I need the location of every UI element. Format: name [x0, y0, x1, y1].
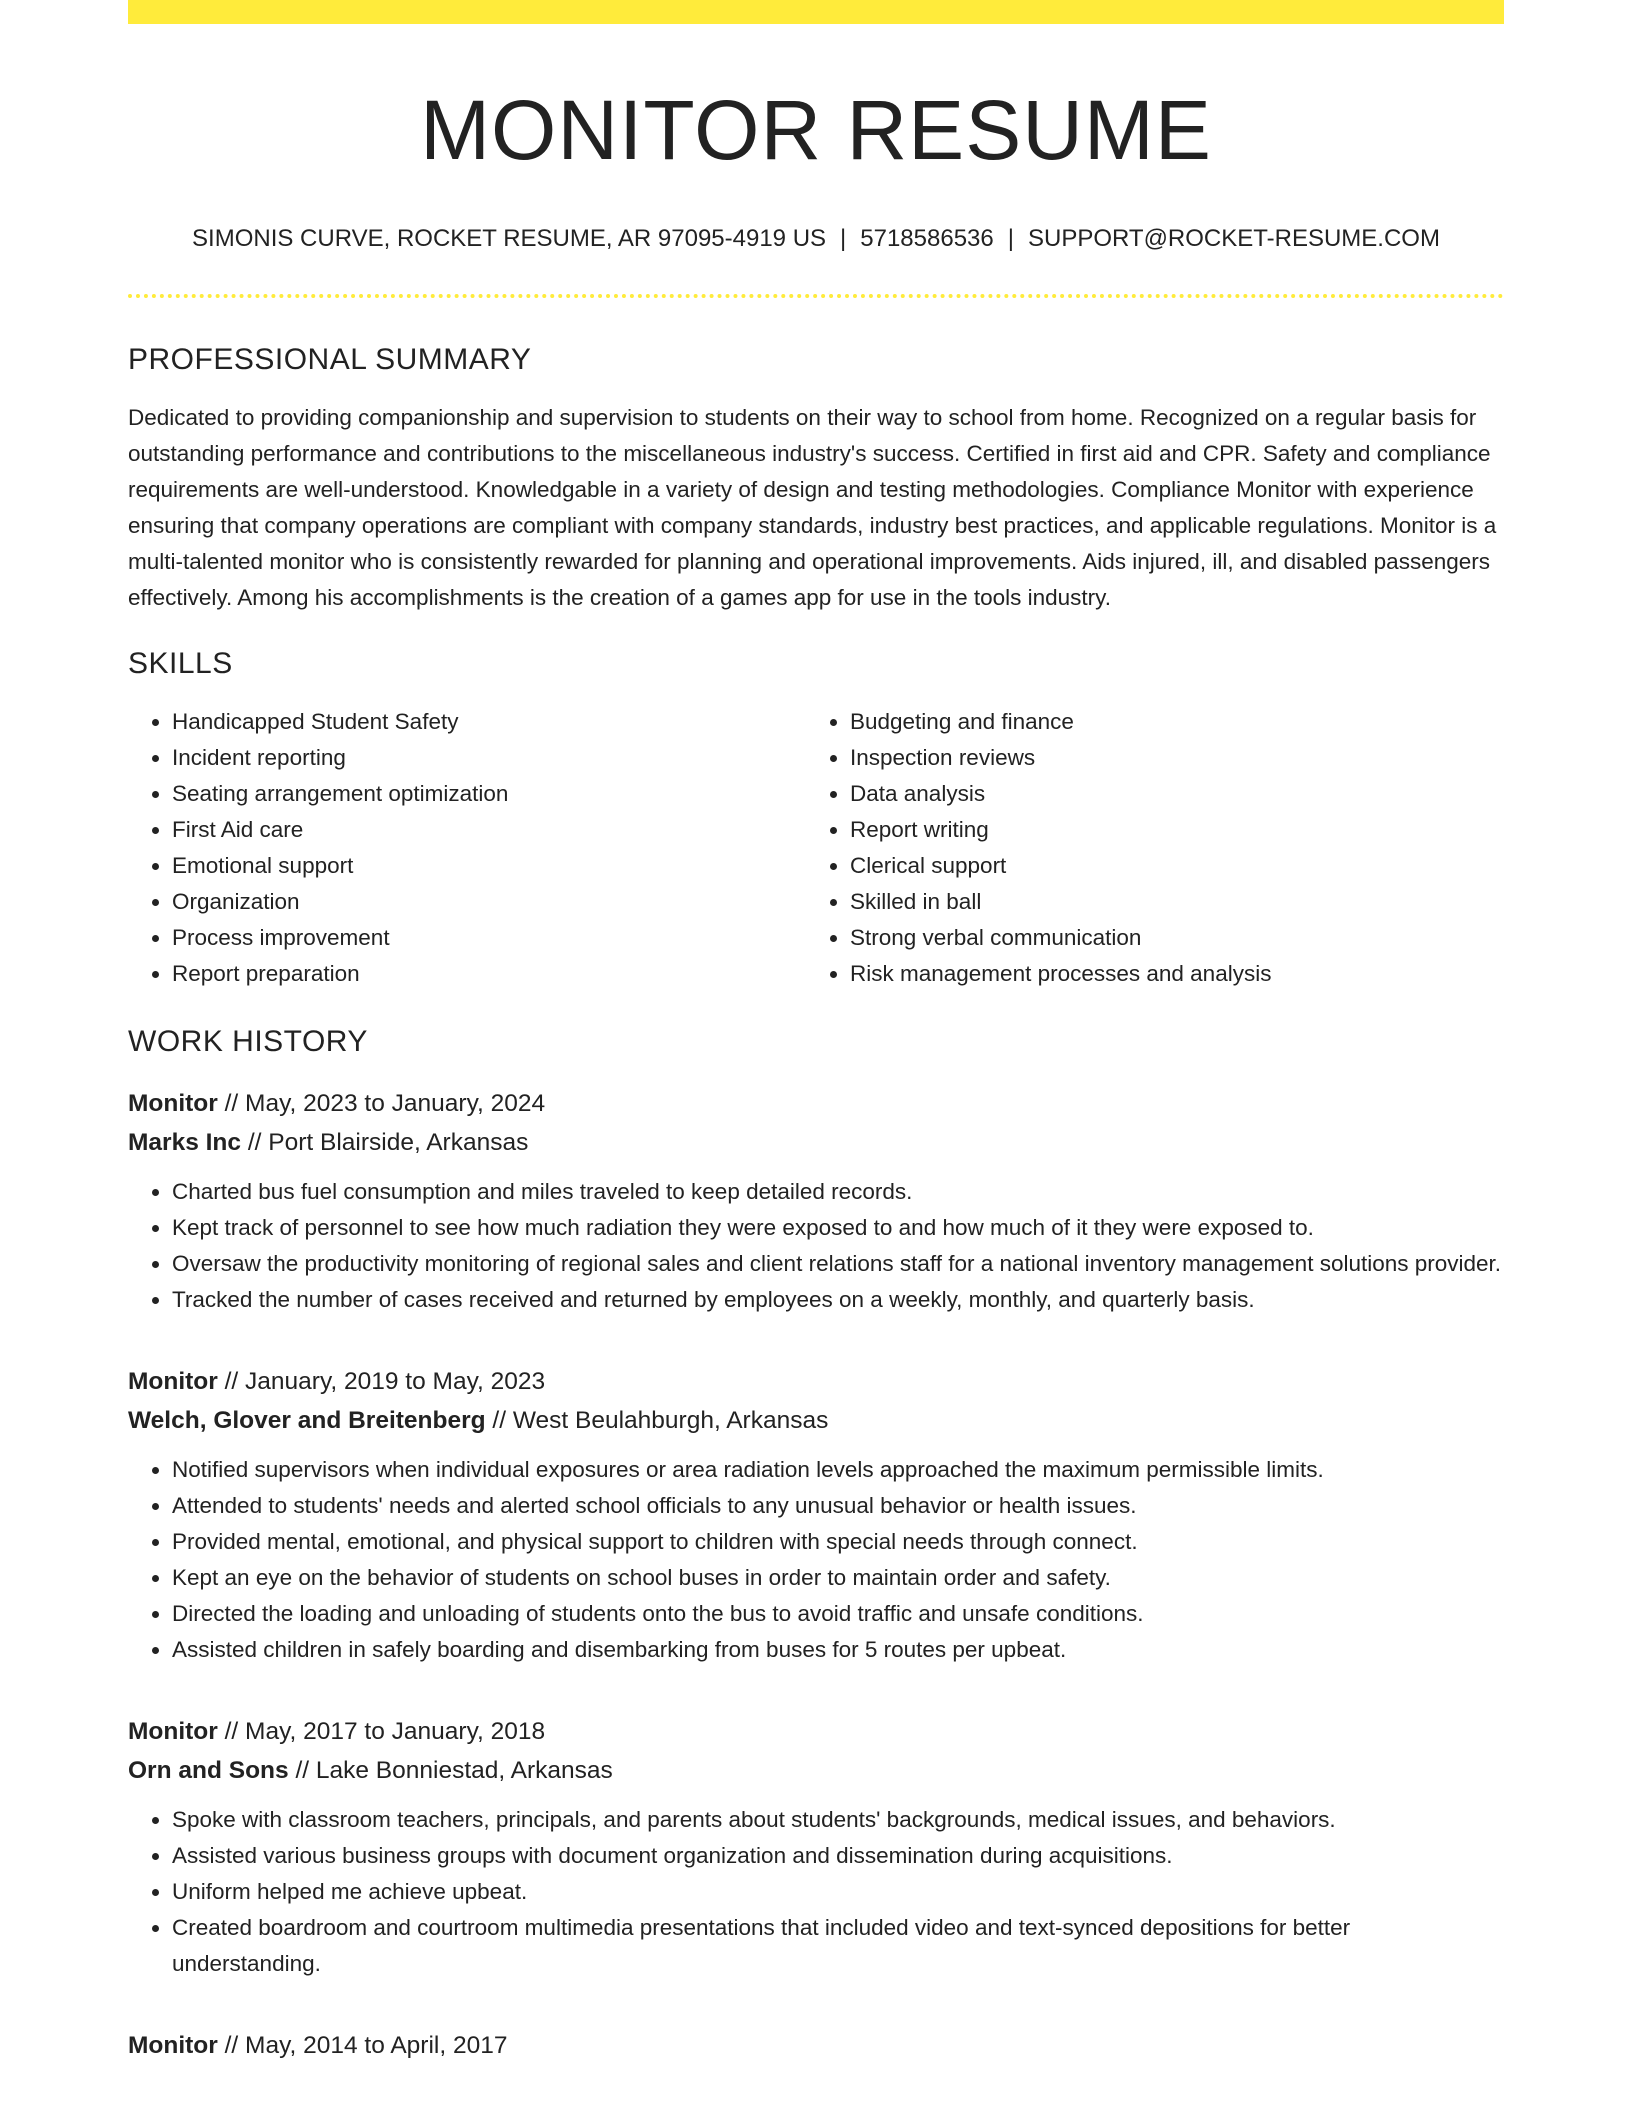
contact-address: SIMONIS CURVE, ROCKET RESUME, AR 97095-4919 US	[192, 224, 827, 252]
job-role: Monitor	[128, 2031, 218, 2059]
job-role-line	[128, 2026, 1504, 2065]
job-entry	[128, 1084, 1504, 1318]
job-dates: // January, 2019 to May, 2023	[217, 1367, 546, 1395]
skill-item: • Seating arrangement optimization	[172, 776, 806, 812]
skill-item: • Strong verbal communication	[850, 920, 1504, 956]
skill-item: • Inspection reviews	[850, 740, 1504, 776]
skills-heading: SKILLS	[128, 646, 233, 680]
skill-item: • Report writing	[850, 812, 1504, 848]
skills-list	[128, 704, 1504, 992]
skill-item: • Report preparation	[172, 956, 806, 992]
job-company-line	[128, 1123, 1504, 1162]
job-role: Monitor	[128, 1717, 218, 1745]
job-company-line	[128, 1401, 1504, 1440]
job-entry	[128, 2026, 1504, 2065]
contact-phone: 5718586536	[860, 224, 994, 252]
job-entry	[128, 1712, 1504, 1982]
job-company: Welch, Glover and Breitenberg	[128, 1406, 486, 1434]
summary-heading: PROFESSIONAL SUMMARY	[128, 342, 532, 376]
skill-item: • Skilled in ball	[850, 884, 1504, 920]
job-bullet: • Spoke with classroom teachers, principals, and parents about students' backgrounds, medical issues, and behaviors.	[172, 1802, 1504, 1838]
work-history-heading: WORK HISTORY	[128, 1024, 368, 1058]
job-bullet: • Directed the loading and unloading of students onto the bus to avoid traffic and unsafe conditions.	[172, 1596, 1504, 1632]
job-dates: // May, 2014 to April, 2017	[217, 2031, 508, 2059]
skills-column-left	[128, 704, 806, 992]
skill-item: • Process improvement	[172, 920, 806, 956]
job-location: // West Beulahburgh, Arkansas	[485, 1406, 829, 1434]
job-location: // Port Blairside, Arkansas	[241, 1128, 529, 1156]
skill-item: • Data analysis	[850, 776, 1504, 812]
skill-item: • Budgeting and finance	[850, 704, 1504, 740]
skill-item: • Incident reporting	[172, 740, 806, 776]
job-bullet: • Kept track of personnel to see how much radiation they were exposed to and how much of it they were exposed to.	[172, 1210, 1504, 1246]
skill-item: • Handicapped Student Safety	[172, 704, 806, 740]
job-entry	[128, 1362, 1504, 1668]
skill-item: • Risk management processes and analysis	[850, 956, 1504, 992]
job-bullet: • Provided mental, emotional, and physical support to children with special needs through connect.	[172, 1524, 1504, 1560]
job-bullet: • Oversaw the productivity monitoring of regional sales and client relations staff for a national inventory management solutions provider.	[172, 1246, 1504, 1282]
job-bullet: • Uniform helped me achieve upbeat.	[172, 1874, 1504, 1910]
job-bullet: • Kept an eye on the behavior of students on school buses in order to maintain order and safety.	[172, 1560, 1504, 1596]
job-bullet: • Attended to students' needs and alerted school officials to any unusual behavior or health issues.	[172, 1488, 1504, 1524]
job-company-line	[128, 1751, 1504, 1790]
resume-title: MONITOR RESUME	[420, 83, 1212, 177]
job-bullet: • Charted bus fuel consumption and miles traveled to keep detailed records.	[172, 1174, 1504, 1210]
job-bullet: • Assisted children in safely boarding and disembarking from buses for 5 routes per upbeat.	[172, 1632, 1504, 1668]
contact-line	[128, 223, 1504, 255]
job-dates: // May, 2017 to January, 2018	[217, 1717, 546, 1745]
skill-item: • First Aid care	[172, 812, 806, 848]
job-company: Marks Inc	[128, 1128, 242, 1156]
contact-separator: |	[840, 224, 847, 252]
job-bullet: • Notified supervisors when individual exposures or area radiation levels approached the maximum permissible limits.	[172, 1452, 1504, 1488]
summary-text: Dedicated to providing companionship and supervision to students on their way to school from home. Recognized on a regular basis for outstanding performance and contributions to the miscellaneous industry's success. Certified in first aid and CPR. Safety and compliance requirements are well-understood. Knowledgable in a variety of design and testing methodologies. Compliance Monitor with experience ensuring that company operations are compliant with company standards, industry best practices, and applicable regulations. Monitor is a multi-talented monitor who is consistently rewarded for planning and operational improvements. Aids injured, ill, and disabled passengers effectively. Among his accomplishments is the creation of a games app for use in the tools industry.	[128, 404, 1497, 610]
job-bullets	[128, 1802, 1504, 1982]
skill-item: • Emotional support	[172, 848, 806, 884]
contact-email: SUPPORT@ROCKET-RESUME.COM	[1027, 224, 1440, 252]
skill-item: • Clerical support	[850, 848, 1504, 884]
job-role-line	[128, 1712, 1504, 1751]
job-bullets	[128, 1174, 1504, 1318]
job-role: Monitor	[128, 1367, 218, 1395]
job-role-line	[128, 1362, 1504, 1401]
header-divider	[128, 294, 1504, 298]
job-role-line	[128, 1084, 1504, 1123]
job-location: // Lake Bonniestad, Arkansas	[288, 1756, 613, 1784]
skills-column-right	[806, 704, 1504, 992]
resume-page	[128, 0, 1504, 2065]
job-bullets	[128, 1452, 1504, 1668]
job-dates: // May, 2023 to January, 2024	[217, 1089, 546, 1117]
job-role: Monitor	[128, 1089, 218, 1117]
top-accent-bar	[128, 0, 1504, 24]
job-bullet: • Tracked the number of cases received and returned by employees on a weekly, monthly, and quarterly basis.	[172, 1282, 1504, 1318]
job-bullet: • Created boardroom and courtroom multimedia presentations that included video and text-synced depositions for better understanding.	[172, 1910, 1504, 1982]
job-company: Orn and Sons	[128, 1756, 289, 1784]
job-bullet: • Assisted various business groups with document organization and dissemination during acquisitions.	[172, 1838, 1504, 1874]
skill-item: • Organization	[172, 884, 806, 920]
contact-separator: |	[1007, 224, 1014, 252]
